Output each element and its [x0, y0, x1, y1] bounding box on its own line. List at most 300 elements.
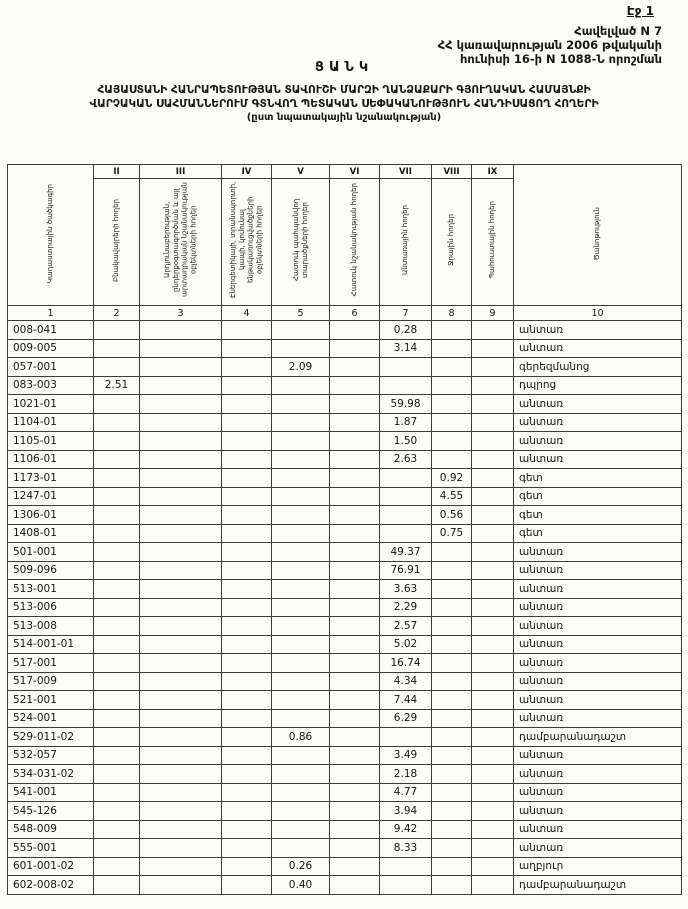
area-value-cell [94, 709, 140, 728]
area-value-cell [472, 543, 514, 562]
area-value-cell [140, 469, 222, 488]
column-header-forest-lands [380, 179, 432, 306]
area-value-cell [432, 598, 472, 617]
area-value-cell [140, 765, 222, 784]
area-value-cell [272, 524, 330, 543]
column-number: 5 [272, 306, 330, 321]
note-cell: անտառ [514, 339, 682, 358]
title-line-3: (ըստ նպատակային նշանակության) [246, 112, 442, 123]
area-value-cell: 0.26 [272, 857, 330, 876]
area-value-cell [272, 598, 330, 617]
cadastral-code-cell: 1106-01 [8, 450, 94, 469]
column-numbers-row [8, 306, 682, 321]
area-value-cell [330, 413, 380, 432]
area-value-cell [380, 358, 432, 377]
table-row [8, 450, 682, 469]
table-row [8, 765, 682, 784]
column-number: 8 [432, 306, 472, 321]
area-value-cell [94, 598, 140, 617]
area-value-cell: 0.56 [432, 506, 472, 525]
table-row [8, 358, 682, 377]
area-value-cell [330, 765, 380, 784]
table-row [8, 783, 682, 802]
note-cell: անտառ [514, 543, 682, 562]
area-value-cell [222, 672, 272, 691]
area-value-cell [222, 783, 272, 802]
area-value-cell [222, 321, 272, 340]
note-cell: անտառ [514, 820, 682, 839]
area-value-cell [222, 506, 272, 525]
area-value-cell [330, 321, 380, 340]
area-value-cell [222, 709, 272, 728]
note-cell: անտառ [514, 654, 682, 673]
area-value-cell [94, 691, 140, 710]
cadastral-code-cell: 009-005 [8, 339, 94, 358]
area-value-cell [94, 413, 140, 432]
area-value-cell: 5.02 [380, 635, 432, 654]
area-value-cell [330, 561, 380, 580]
area-value-cell [330, 709, 380, 728]
area-value-cell [432, 376, 472, 395]
area-value-cell [94, 580, 140, 599]
area-value-cell [222, 561, 272, 580]
area-value-cell [272, 802, 330, 821]
area-value-cell [140, 413, 222, 432]
area-value-cell [94, 820, 140, 839]
area-value-cell [222, 450, 272, 469]
area-value-cell [330, 432, 380, 451]
area-value-cell [222, 802, 272, 821]
note-cell: անտառ [514, 672, 682, 691]
table-row [8, 580, 682, 599]
area-value-cell [330, 339, 380, 358]
area-value-cell [94, 876, 140, 895]
area-value-cell [140, 543, 222, 562]
note-cell: անտառ [514, 746, 682, 765]
note-cell: գերեզմանոց [514, 358, 682, 377]
cadastral-code-cell: 548-009 [8, 820, 94, 839]
area-value-cell [432, 820, 472, 839]
table-row [8, 746, 682, 765]
column-number: 6 [330, 306, 380, 321]
column-header-residential-lands [94, 179, 140, 306]
cadastral-code-cell: 514-001-01 [8, 635, 94, 654]
area-value-cell [432, 561, 472, 580]
area-value-cell: 0.40 [272, 876, 330, 895]
area-value-cell [472, 469, 514, 488]
cadastral-code-cell: 501-001 [8, 543, 94, 562]
table-row [8, 432, 682, 451]
roman-numerals-row [8, 165, 682, 179]
area-value-cell [222, 543, 272, 562]
column-header-industrial-lands [140, 179, 222, 306]
area-value-cell: 2.57 [380, 617, 432, 636]
note-cell: գետ [514, 524, 682, 543]
area-value-cell [472, 857, 514, 876]
area-value-cell [472, 672, 514, 691]
area-value-cell: 0.75 [432, 524, 472, 543]
area-value-cell [140, 783, 222, 802]
column-header-note [514, 165, 682, 306]
area-value-cell [472, 691, 514, 710]
document-title [0, 83, 688, 125]
area-value-cell [432, 339, 472, 358]
area-value-cell [94, 839, 140, 858]
roman-numeral-col7: VII [380, 165, 432, 179]
table-row [8, 321, 682, 340]
area-value-cell [94, 728, 140, 747]
area-value-cell: 3.94 [380, 802, 432, 821]
area-value-cell [222, 635, 272, 654]
area-value-cell: 1.87 [380, 413, 432, 432]
cadastral-code-cell: 1105-01 [8, 432, 94, 451]
area-value-cell [140, 839, 222, 858]
area-value-cell [222, 728, 272, 747]
cadastral-code-cell: 513-001 [8, 580, 94, 599]
area-value-cell [472, 654, 514, 673]
area-value-cell: 4.34 [380, 672, 432, 691]
area-value-cell [472, 876, 514, 895]
area-value-cell [472, 728, 514, 747]
table-row [8, 672, 682, 691]
area-value-cell [432, 321, 472, 340]
area-value-cell [272, 339, 330, 358]
area-value-cell [432, 654, 472, 673]
area-value-cell [272, 783, 330, 802]
area-value-cell: 0.86 [272, 728, 330, 747]
area-value-cell [94, 524, 140, 543]
note-cell: գետ [514, 487, 682, 506]
area-value-cell [432, 358, 472, 377]
area-value-cell [140, 857, 222, 876]
area-value-cell: 9.42 [380, 820, 432, 839]
area-value-cell [94, 617, 140, 636]
area-value-cell [432, 802, 472, 821]
cadastral-code-cell: 541-001 [8, 783, 94, 802]
roman-numeral-col4: IV [222, 165, 272, 179]
area-value-cell [330, 487, 380, 506]
area-value-cell: 0.28 [380, 321, 432, 340]
area-value-cell [432, 580, 472, 599]
cadastral-code-cell: 517-001 [8, 654, 94, 673]
area-value-cell: 2.63 [380, 450, 432, 469]
area-value-cell [272, 635, 330, 654]
area-value-cell [94, 857, 140, 876]
table-row [8, 802, 682, 821]
area-value-cell [222, 820, 272, 839]
roman-numeral-col2: II [94, 165, 140, 179]
area-value-cell [94, 339, 140, 358]
area-value-cell [330, 857, 380, 876]
note-cell: անտառ [514, 617, 682, 636]
area-value-cell [472, 450, 514, 469]
table-row [8, 709, 682, 728]
area-value-cell: 76.91 [380, 561, 432, 580]
column-header-label: Արդյունաբերության, ընդերքօգտագործման և այլ արտադրական նշանակության օբյեկտների հողեր [163, 182, 198, 298]
area-value-cell [222, 432, 272, 451]
area-value-cell [272, 469, 330, 488]
area-value-cell [140, 709, 222, 728]
list-heading: ՑԱՆԿ [314, 60, 374, 75]
area-value-cell [330, 672, 380, 691]
note-cell: անտառ [514, 321, 682, 340]
appendix-line-1: Հավելված N 7 [574, 24, 662, 38]
area-value-cell [432, 543, 472, 562]
area-value-cell: 2.29 [380, 598, 432, 617]
area-value-cell [272, 820, 330, 839]
appendix-line-2: ՀՀ կառավարության 2006 թվականի [437, 38, 662, 52]
cadastral-code-cell: 008-041 [8, 321, 94, 340]
area-value-cell [330, 358, 380, 377]
area-value-cell: 3.49 [380, 746, 432, 765]
cadastral-code-cell: 517-009 [8, 672, 94, 691]
area-value-cell [140, 580, 222, 599]
cadastral-code-cell: 1104-01 [8, 413, 94, 432]
area-value-cell [330, 839, 380, 858]
cadastral-code-cell: 529-011-02 [8, 728, 94, 747]
area-value-cell [330, 635, 380, 654]
area-value-cell [432, 746, 472, 765]
area-value-cell [472, 746, 514, 765]
area-value-cell [330, 598, 380, 617]
column-header-label: Բնակավայրերի հողեր [112, 198, 121, 282]
area-value-cell: 4.55 [432, 487, 472, 506]
area-value-cell [140, 802, 222, 821]
area-value-cell: 8.33 [380, 839, 432, 858]
area-value-cell: 4.77 [380, 783, 432, 802]
area-value-cell [140, 321, 222, 340]
area-value-cell [432, 635, 472, 654]
column-number: 7 [380, 306, 432, 321]
area-value-cell [140, 635, 222, 654]
note-cell: անտառ [514, 580, 682, 599]
area-value-cell [272, 765, 330, 784]
area-value-cell [140, 728, 222, 747]
table-row [8, 617, 682, 636]
note-cell: գետ [514, 469, 682, 488]
area-value-cell [330, 820, 380, 839]
area-value-cell [140, 654, 222, 673]
note-cell: դամբարանադաշտ [514, 728, 682, 747]
area-value-cell [222, 765, 272, 784]
area-value-cell [472, 783, 514, 802]
area-value-cell [222, 469, 272, 488]
area-value-cell [472, 506, 514, 525]
area-value-cell [432, 876, 472, 895]
table-row [8, 820, 682, 839]
table-row [8, 561, 682, 580]
cadastral-code-cell: 057-001 [8, 358, 94, 377]
area-value-cell [222, 339, 272, 358]
column-number: 9 [472, 306, 514, 321]
area-value-cell [140, 524, 222, 543]
cadastral-code-cell: 524-001 [8, 709, 94, 728]
area-value-cell [222, 395, 272, 414]
area-value-cell [330, 876, 380, 895]
area-value-cell [94, 561, 140, 580]
area-value-cell [94, 746, 140, 765]
area-value-cell [140, 395, 222, 414]
column-header-label: Էներգետիկայի, տրանսպորտի, կապի, կոմունալ ենթակառուցվածքների օբյեկտների հողեր [229, 181, 264, 299]
area-value-cell [140, 820, 222, 839]
cadastral-code-cell: 602-008-02 [8, 876, 94, 895]
area-value-cell [272, 487, 330, 506]
table-row [8, 654, 682, 673]
area-value-cell [472, 709, 514, 728]
area-value-cell [140, 617, 222, 636]
area-value-cell: 3.14 [380, 339, 432, 358]
area-value-cell: 59.98 [380, 395, 432, 414]
area-value-cell [94, 432, 140, 451]
area-value-cell [272, 413, 330, 432]
table-row [8, 395, 682, 414]
area-value-cell [140, 339, 222, 358]
area-value-cell [140, 450, 222, 469]
area-value-cell [432, 395, 472, 414]
table-row [8, 728, 682, 747]
note-cell: անտառ [514, 783, 682, 802]
table-row [8, 635, 682, 654]
area-value-cell [472, 580, 514, 599]
area-value-cell [330, 802, 380, 821]
area-value-cell [380, 728, 432, 747]
note-cell: աղբյուր [514, 857, 682, 876]
area-value-cell [272, 691, 330, 710]
area-value-cell [432, 672, 472, 691]
area-value-cell [432, 783, 472, 802]
cadastral-code-cell: 601-001-02 [8, 857, 94, 876]
area-value-cell: 2.09 [272, 358, 330, 377]
area-value-cell [94, 450, 140, 469]
area-value-cell: 49.37 [380, 543, 432, 562]
note-cell: անտառ [514, 413, 682, 432]
cadastral-code-cell: 513-006 [8, 598, 94, 617]
roman-numeral-col9: IX [472, 165, 514, 179]
column-header-label: Ծանոթություն [593, 206, 602, 261]
roman-numeral-col8: VIII [432, 165, 472, 179]
table-row [8, 876, 682, 895]
area-value-cell: 1.50 [380, 432, 432, 451]
cadastral-code-cell: 545-126 [8, 802, 94, 821]
cadastral-code-cell: 521-001 [8, 691, 94, 710]
area-value-cell [94, 783, 140, 802]
area-value-cell [140, 506, 222, 525]
area-value-cell [472, 524, 514, 543]
area-value-cell [472, 617, 514, 636]
column-number: 2 [94, 306, 140, 321]
cadastral-code-cell: 513-008 [8, 617, 94, 636]
area-value-cell [140, 672, 222, 691]
area-value-cell [330, 395, 380, 414]
area-value-cell: 0.92 [432, 469, 472, 488]
column-header-label: Պահուստային հողեր [488, 201, 497, 279]
area-value-cell [380, 506, 432, 525]
column-number: 4 [222, 306, 272, 321]
area-value-cell [380, 487, 432, 506]
area-value-cell [140, 376, 222, 395]
area-value-cell [472, 321, 514, 340]
column-header-water-lands [432, 179, 472, 306]
table-row [8, 469, 682, 488]
area-value-cell [94, 672, 140, 691]
area-value-cell [272, 543, 330, 562]
area-value-cell [472, 376, 514, 395]
area-value-cell [472, 839, 514, 858]
area-value-cell [472, 802, 514, 821]
column-header-special-purpose-lands [330, 179, 380, 306]
area-value-cell [432, 709, 472, 728]
note-cell: անտառ [514, 598, 682, 617]
area-value-cell [330, 783, 380, 802]
area-value-cell [330, 580, 380, 599]
area-value-cell [272, 746, 330, 765]
table-row [8, 339, 682, 358]
area-value-cell [140, 746, 222, 765]
area-value-cell [272, 580, 330, 599]
table-body [8, 321, 682, 895]
area-value-cell [272, 839, 330, 858]
note-cell: անտառ [514, 839, 682, 858]
area-value-cell [94, 635, 140, 654]
area-value-cell [472, 339, 514, 358]
area-value-cell [380, 376, 432, 395]
cadastral-code-cell: 1247-01 [8, 487, 94, 506]
area-value-cell [330, 617, 380, 636]
area-value-cell [94, 543, 140, 562]
area-value-cell [472, 561, 514, 580]
column-header-infrastructure-lands [222, 179, 272, 306]
area-value-cell [94, 487, 140, 506]
column-header-cadastral-code [8, 165, 94, 306]
area-value-cell [272, 432, 330, 451]
area-value-cell [222, 691, 272, 710]
area-value-cell [222, 487, 272, 506]
area-value-cell [330, 376, 380, 395]
column-number: 10 [514, 306, 682, 321]
note-cell: անտառ [514, 450, 682, 469]
area-value-cell [94, 395, 140, 414]
area-value-cell [272, 321, 330, 340]
area-value-cell [94, 506, 140, 525]
page-number: Էջ 1 [626, 4, 654, 18]
area-value-cell [94, 469, 140, 488]
area-value-cell [472, 413, 514, 432]
table-row [8, 413, 682, 432]
area-value-cell [140, 432, 222, 451]
area-value-cell [222, 617, 272, 636]
roman-numeral-col6: VI [330, 165, 380, 179]
area-value-cell [272, 376, 330, 395]
area-value-cell [472, 635, 514, 654]
area-value-cell [330, 524, 380, 543]
area-value-cell [380, 469, 432, 488]
area-value-cell [472, 820, 514, 839]
area-value-cell [94, 802, 140, 821]
area-value-cell [222, 857, 272, 876]
note-cell: անտառ [514, 709, 682, 728]
area-value-cell [380, 524, 432, 543]
cadastral-code-cell: 532-057 [8, 746, 94, 765]
table-row [8, 598, 682, 617]
title-line-2: ՎԱՐՉԱԿԱՆ ՍԱՀՄԱՆՆԵՐՈՒՄ ԳՏՆՎՈՂ ՊԵՏԱԿԱՆ ՍԵՓԱԿԱՆՈՒԹՅՈՒՆ ՀԱՆԴԻՍԱՑՈՂ ՀՈՂԵՐԻ [89, 98, 599, 110]
column-number: 3 [140, 306, 222, 321]
cadastral-code-cell: 509-096 [8, 561, 94, 580]
note-cell: անտառ [514, 432, 682, 451]
area-value-cell [222, 413, 272, 432]
area-value-cell: 2.51 [94, 376, 140, 395]
note-cell: անտառ [514, 635, 682, 654]
table-row [8, 857, 682, 876]
